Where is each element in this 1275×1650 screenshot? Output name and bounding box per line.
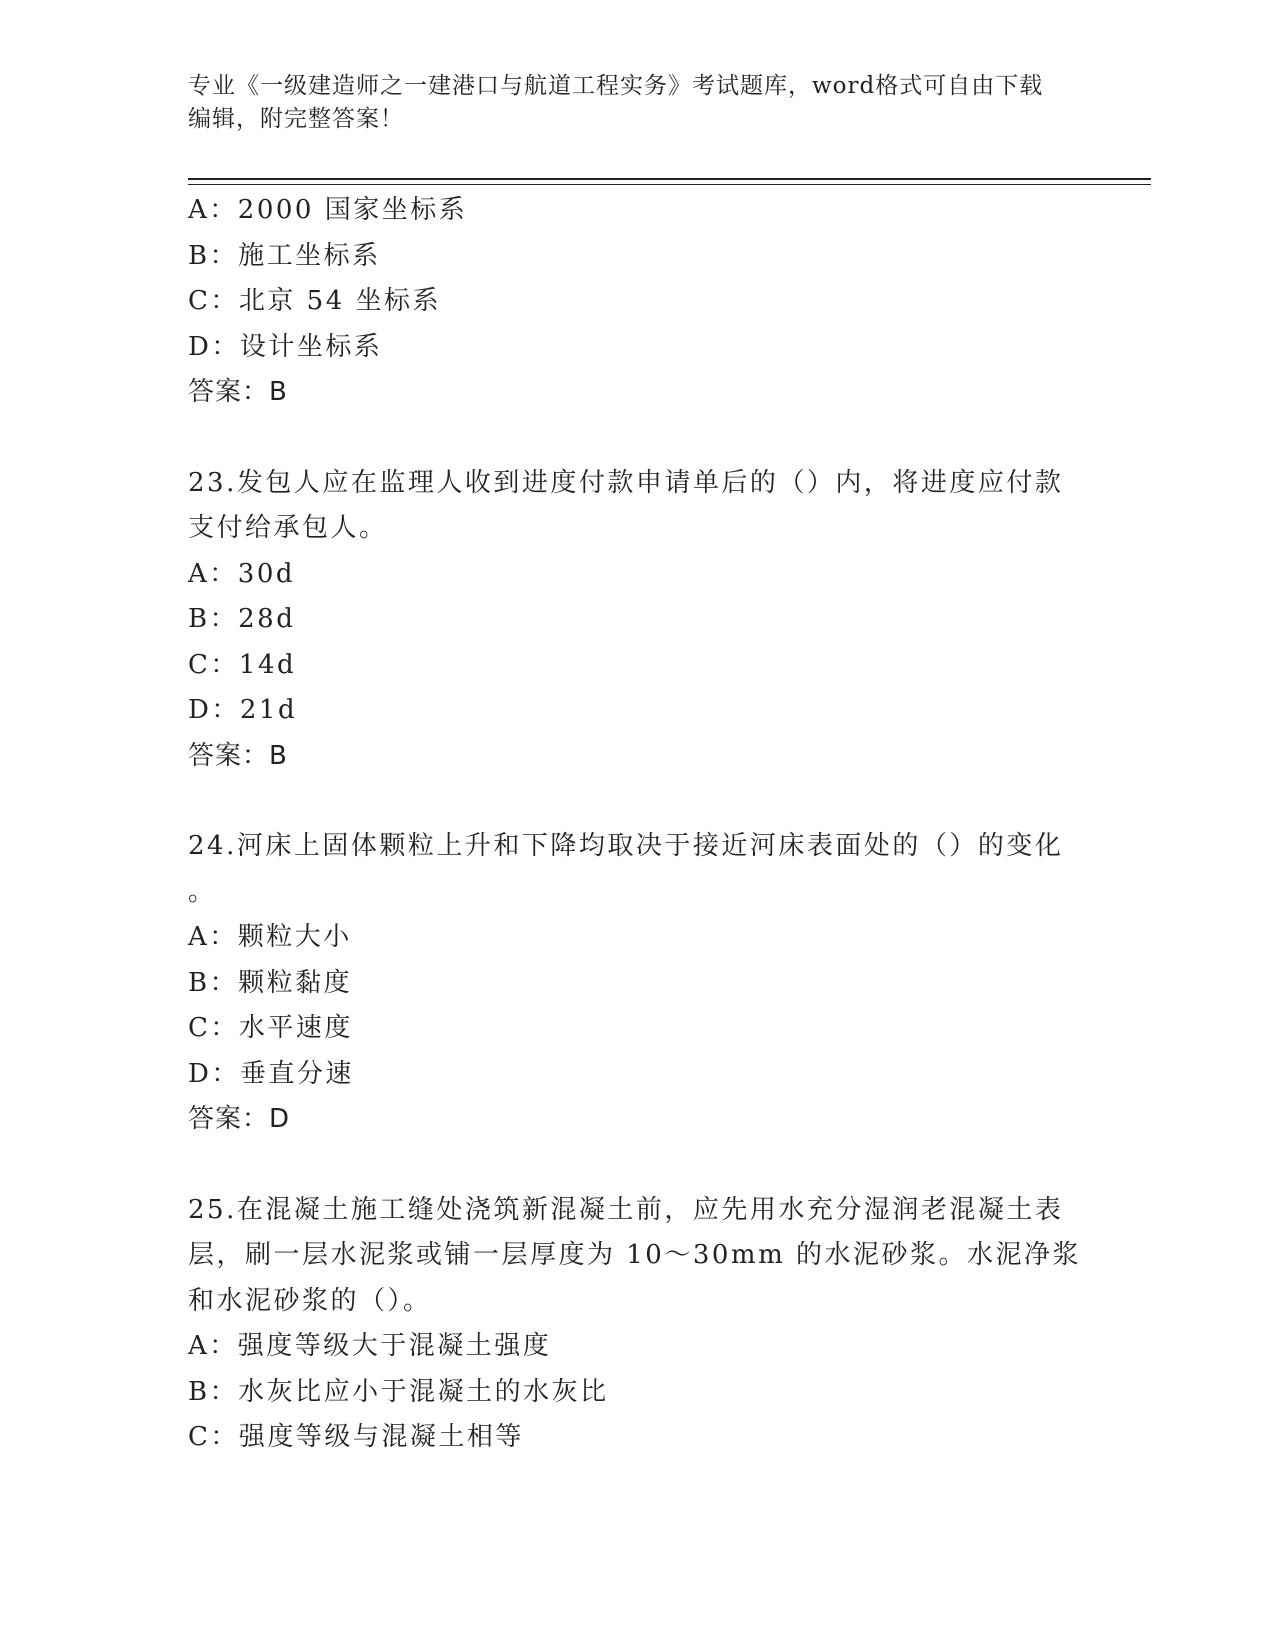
question-25 (188, 1188, 1088, 1461)
option-a: A：强度等级大于混凝土强度 (188, 1331, 552, 1361)
option-b: B：水灰比应小于混凝土的水灰比 (188, 1376, 609, 1407)
answer: 答案：B (188, 740, 288, 771)
option-b: B：施工坐标系 (188, 240, 381, 271)
option-a: A：30d (188, 558, 296, 589)
option-c: C：强度等级与混凝土相等 (188, 1422, 524, 1452)
header-divider-thin (188, 184, 1151, 185)
header-divider-thick (188, 178, 1151, 180)
answer: 答案：B (188, 377, 288, 407)
option-a: A：2000 国家坐标系 (188, 195, 468, 225)
document-header (188, 70, 1078, 136)
option-c: C：北京 54 坐标系 (188, 286, 442, 316)
option-c: C：水平速度 (188, 1013, 353, 1043)
header-line-1: 专业《一级建造师之一建港口与航道工程实务》考试题库，word格式可自由下载 (188, 73, 1044, 99)
question-text: 23.发包人应在监理人收到进度付款申请单后的（）内，将进度应付款支付给承包人。 (188, 467, 1064, 543)
question-list (188, 188, 1088, 1461)
question-text: 25.在混凝土施工缝处浇筑新混凝土前，应先用水充分湿润老混凝土表层，刷一层水泥浆或铺一层厚度为 10～30mm 的水泥砂浆。水泥净浆和水泥砂浆的（）。 (188, 1194, 1082, 1316)
option-a: A：颗粒大小 (188, 922, 352, 952)
option-b: B：28d (188, 604, 296, 634)
question-text-continued: 。 (188, 876, 217, 907)
option-d: D：垂直分速 (188, 1058, 354, 1089)
question-text: 24.河床上固体颗粒上升和下降均取决于接近河床表面处的（）的变化 (188, 831, 1064, 861)
header-line-2: 编辑，附完整答案！ (188, 106, 404, 132)
answer: 答案：D (188, 1104, 291, 1134)
option-d: D：21d (188, 695, 298, 725)
option-c: C：14d (188, 649, 297, 680)
question-24 (188, 824, 1088, 1143)
question-23 (188, 461, 1088, 780)
option-d: D：设计坐标系 (188, 331, 383, 362)
question-22 (188, 188, 1088, 416)
option-b: B：颗粒黏度 (188, 967, 353, 998)
